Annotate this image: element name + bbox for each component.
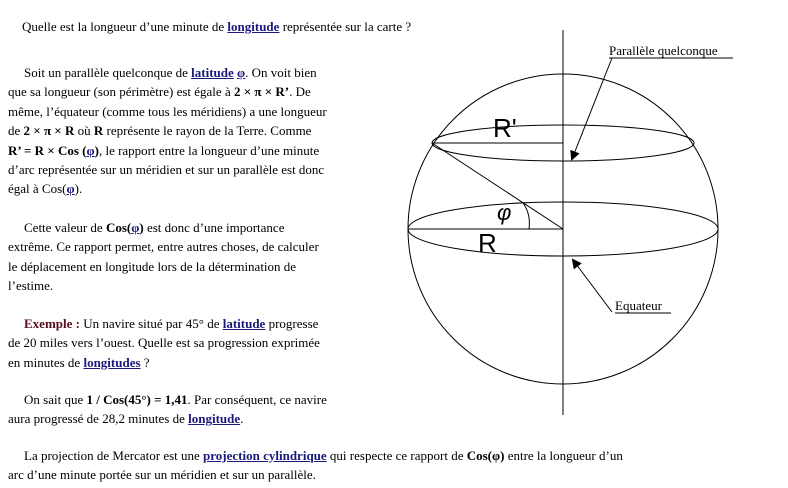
link-projection-cylindrique[interactable]: projection cylindrique	[203, 448, 327, 463]
example-label: Exemple :	[24, 316, 80, 331]
equator-arrow	[573, 260, 612, 312]
link-longitudes[interactable]: longitudes	[83, 354, 141, 370]
label-r: R	[478, 228, 497, 258]
paragraph-parallel: Soit un parallèle quelconque de latitude φ. On voit bien que sa longueur (son périmètre) est égale à 2 × π × R’. De même, l’équateur (comme tous les méridiens) a une longueur de 2 × π × R où R représente le rayon de la Terre. Comme R’ = R × Cos (φ), le rapport entre la longueur d’une minute d’arc représentée sur un méridien et sur un parallèle est donc égal à Cos(φ).	[8, 65, 327, 197]
parallel-arrow	[572, 58, 612, 159]
label-equator: Equateur	[615, 298, 662, 313]
paragraph-answer: On sait que 1 / Cos(45°) = 1,41. Par conséquent, ce navire aura progressé de 28,2 minutes de longitude.	[8, 392, 327, 427]
link-phi-4[interactable]: φ	[131, 220, 140, 235]
link-latitude-2[interactable]: latitude	[222, 316, 266, 331]
label-r-prime: R'	[493, 113, 517, 143]
paragraph-importance: Cette valeur de Cos(φ) est donc d’une importance extrême. Ce rapport permet, entre autres choses, de calculer le déplacement en longitude lors de la détermination de l’estime.	[8, 220, 319, 294]
link-latitude[interactable]: latitude	[191, 65, 234, 80]
link-longitude[interactable]: longitude	[227, 19, 280, 34]
question-text: Quelle est la longueur d’une minute de longitude représentée sur la carte ?	[22, 19, 412, 34]
label-parallel: Parallèle quelconque	[609, 43, 718, 58]
label-phi: φ	[497, 200, 512, 225]
paragraph-example: Exemple : Un navire situé par 45° de latitude progresse de 20 miles vers l’ouest. Quelle est sa progression exprimée en minutes de longitudes ?	[8, 316, 320, 370]
link-phi-3[interactable]: φ	[66, 181, 75, 197]
link-phi-2[interactable]: φ	[86, 142, 95, 158]
link-phi[interactable]: φ	[237, 65, 246, 80]
link-longitude-2[interactable]: longitude	[188, 411, 241, 427]
paragraph-mercator: La projection de Mercator est une projection cylindrique qui respecte ce rapport de Cos(φ) entre la longueur d’un arc d’une minute portée sur un méridien et sur un parallèle.	[8, 448, 623, 483]
